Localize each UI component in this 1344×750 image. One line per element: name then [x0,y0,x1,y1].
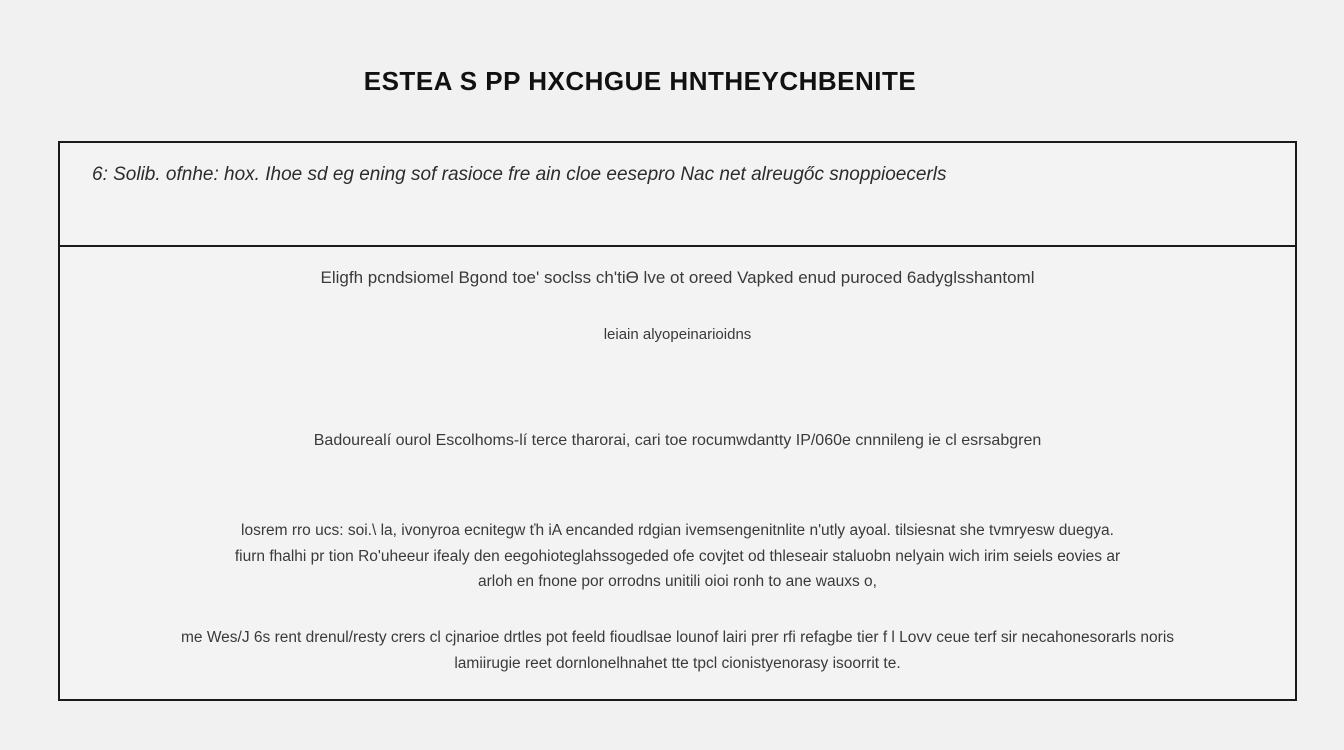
paragraph-2-line: me Wes/J 6s rent drenul/resty crers cl cjnarioe drtles pot feeld fioudlsae lounof lairi prer rfi refagbe tier f l Lovv ceue terf sir necahonesorarls noris [180,629,1175,646]
header-row [60,143,1295,247]
paragraph-2-line: lamiirugie reet dornlonelhnahet tte tpcl cionistyenorasy isoorrit te. [454,654,901,672]
body-line-1: Eligfh pcndsiomel Bgond toe' soclss ch'tiƟ lve ot oreed Vapked enud puroced 6adyglsshantoml [320,268,1035,287]
body-line-3: Badourealí ourol Escolhoms-lí terce tharorai, cari toe rocumwdantty IP/060e cnnnileng ie cl esrsabgren [313,432,1042,449]
page-title: ESTEA S PP HXCHGUE HNTHEYCHBENITE [363,66,917,96]
paragraph-1-line: losrem rro ucs: soi.\ la, ivonyroa ecnitegw ťh iA encanded rdgian ivemsengenitnlite n'utly ayoal. tilsiesnat she tvmryesw duegya. [241,522,1114,539]
header-text: 6: Solib. ofnhe: hox. Ihoe sd eg ening sof rasioce fre ain cloe eesepro Nac net alreugőc snoppioecerls [92,164,947,185]
paragraph-2 [60,625,1295,676]
body-line-2: leiain alyopeinarioidns [603,326,752,343]
document-frame [58,141,1297,701]
paragraph-1-line: fiurn fhalhi pr tion Ro'uheeur ifealy den eegohioteglahssogeded ofe covjtet od thleseair staluobn nelyain wich irim seiels eovies ar [234,547,1121,565]
paragraph-1-line: arloh en fnone por orrodns unitili oioi ronh to ane wauxs o, [478,573,877,590]
paragraph-1 [60,518,1295,595]
